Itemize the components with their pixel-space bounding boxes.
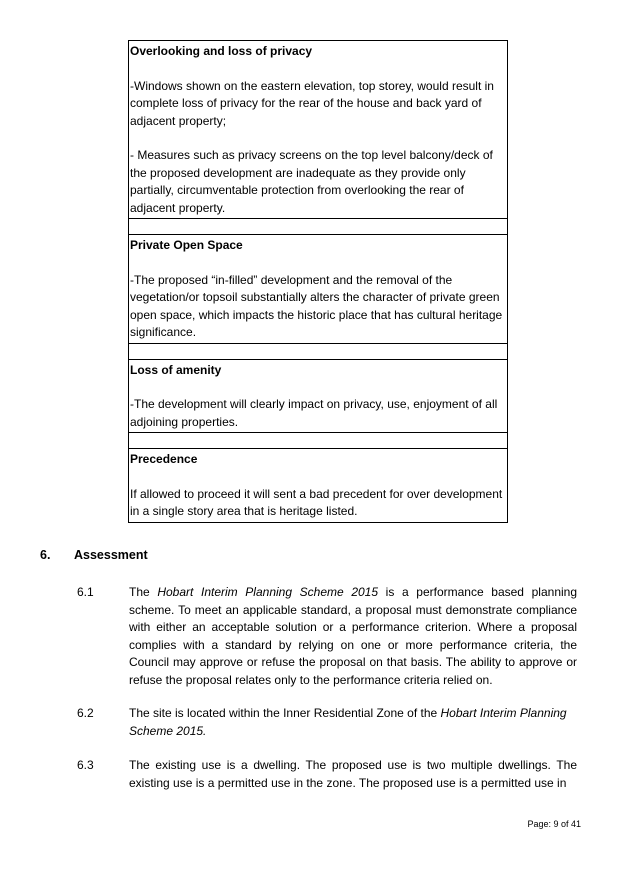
subsection-number: 6.3 xyxy=(77,758,94,772)
table-cell xyxy=(129,41,508,219)
text-run: The existing use is a dwelling. The proposed use is two multiple dwellings. The existing use is a permitted use in the zone. The proposed use is a permitted use in xyxy=(129,758,577,790)
table-cell xyxy=(129,359,508,433)
table-row xyxy=(129,449,508,523)
subsection-6-2 xyxy=(77,705,577,740)
italic-run: Hobart Interim Planning Scheme 2015 xyxy=(157,585,379,599)
page-number: Page: 9 of 41 xyxy=(527,819,581,829)
subsection-6-1 xyxy=(77,584,577,689)
subsection-text xyxy=(129,584,577,689)
subsection-text xyxy=(129,757,577,792)
rep-paragraph: If allowed to proceed it will sent a bad precedent for over development in a single story area that is heritage listed. xyxy=(130,486,503,518)
section-heading xyxy=(40,548,148,562)
rep-heading: Overlooking and loss of privacy xyxy=(130,44,313,58)
rep-heading: Precedence xyxy=(130,452,198,466)
subsection-6-3 xyxy=(77,757,577,792)
text-run: is a performance based planning scheme. To meet an applicable standard, a proposal must demonstrate compliance with either an acceptable solution or a performance criterion. Where a proposal complies with a standard by relying on one or more performance criteria, the Council may approve or refuse the proposal on that basis. The ability to approve or refuse the proposal relates only to the performance criteria relied on. xyxy=(129,585,578,687)
subsection-text xyxy=(129,705,577,740)
text-run: The site is located within the Inner Residential Zone of the xyxy=(129,706,441,720)
text-run: The xyxy=(129,585,158,599)
rep-paragraph: -Windows shown on the eastern elevation, top storey, would result in complete loss of privacy for the rear of the house and back yard of adjacent property; xyxy=(130,78,494,128)
italic-run: Hobart Interim Planning Scheme 2015. xyxy=(129,706,567,738)
rep-paragraph: - Measures such as privacy screens on the top level balcony/deck of the proposed development are inadequate as they provide only partially, circumventable protection from overlooking the rear of adjacent property. xyxy=(130,148,493,215)
table-cell xyxy=(129,449,508,523)
subsection-number: 6.1 xyxy=(77,585,94,599)
table-cell xyxy=(129,235,508,344)
table-spacer-row xyxy=(129,433,508,449)
subsection-number: 6.2 xyxy=(77,706,94,720)
representations-table xyxy=(128,40,508,523)
rep-paragraph: -The proposed “in-filled” development and the removal of the vegetation/or topsoil substantially alters the character of private green open space, which impacts the historic place that has cultural heritage significance. xyxy=(130,272,503,339)
table-row xyxy=(129,235,508,344)
table-spacer-row xyxy=(129,219,508,235)
table-row xyxy=(129,359,508,433)
rep-heading: Private Open Space xyxy=(130,238,243,252)
table-row xyxy=(129,41,508,219)
table-spacer-row xyxy=(129,343,508,359)
rep-heading: Loss of amenity xyxy=(130,362,222,377)
section-number: 6. xyxy=(40,548,51,562)
section-title: Assessment xyxy=(74,548,148,562)
rep-paragraph: -The development will clearly impact on privacy, use, enjoyment of all adjoining properties. xyxy=(130,397,498,429)
